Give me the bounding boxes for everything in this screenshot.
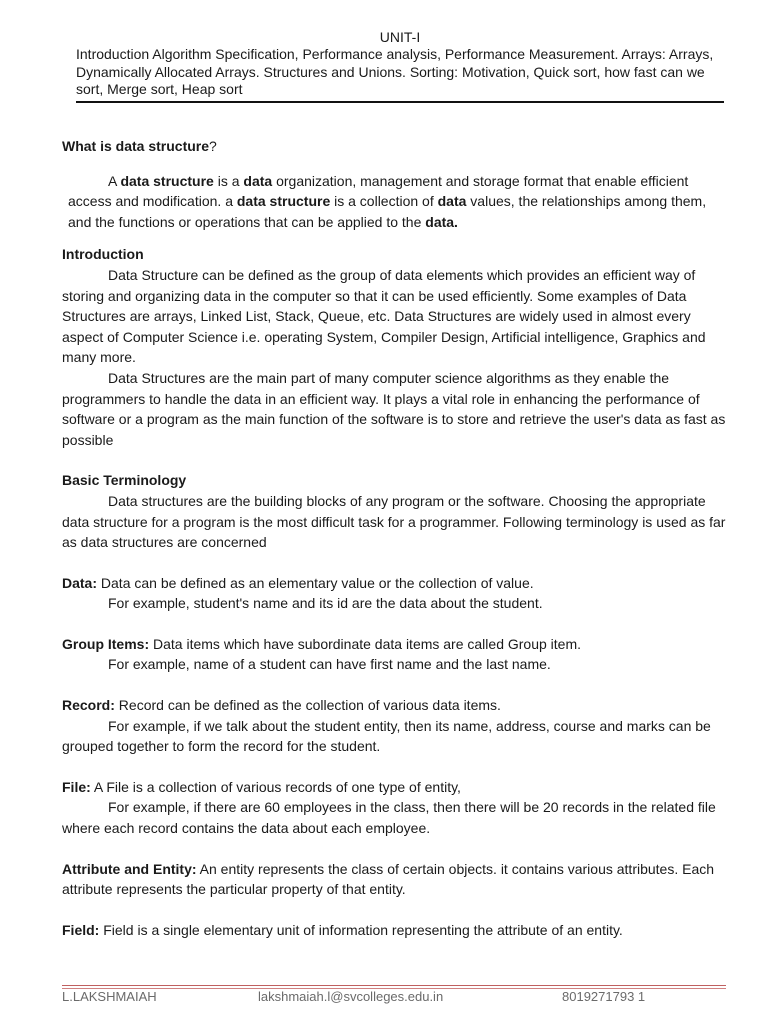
term-data-example: For example, student's name and its id are the data about the student. [108, 595, 543, 612]
terminology-paragraph: Data structures are the building blocks of any program or the software. Choosing the appropriate data structure for a program is the most difficult task for a programmer. Following terminology is used as far as data structures are concerned [62, 492, 726, 551]
terminology-heading: Basic Terminology [62, 472, 187, 489]
footer-email: lakshmaiah.l@svcolleges.edu.in [258, 989, 444, 1004]
question-heading: What is data structure? [62, 138, 217, 154]
term-file-example: For example, if there are 60 employees in the class, then there will be 20 records in the related file where each record contains the data about each employee. [62, 799, 716, 837]
footer-author: L.LAKSHMAIAH [62, 989, 157, 1004]
term-record: Record: Record can be defined as the collection of various data items. [62, 697, 501, 714]
header-divider [76, 101, 724, 103]
term-group-items: Group Items: Data items which have subordinate data items are called Group item. [62, 635, 582, 652]
definition-paragraph: A data structure is a data organization, management and storage format that enable efficient access and modification. a data structure is a collection of data values, the relationships among them, and the functions or operations that can be applied to the data. [68, 172, 707, 230]
term-attribute-entity: Attribute and Entity: An entity represents the class of certain objects. it contains various attributes. Each attribute represents the particular property of that entity. [62, 860, 715, 898]
term-field: Field: Field is a single elementary unit of information representing the attribute of an entity. [62, 921, 623, 938]
introduction-heading: Introduction [62, 246, 144, 263]
page-header [76, 28, 724, 99]
unit-title: UNIT-I [379, 29, 421, 45]
introduction-paragraph-2: Data Structures are the main part of many computer science algorithms as they enable the programmers to handle the data in an efficient way. It plays a vital role in enhancing the performance of software or a program as the main function of the software is to store and retrieve the user's data as fast as possible [62, 369, 726, 448]
document-body [62, 136, 726, 940]
footer-phone-page: 8019271793 1 [562, 989, 646, 1004]
term-file: File: A File is a collection of various records of one type of entity, [62, 778, 461, 795]
term-data: Data: Data can be defined as an elementary value or the collection of value. [62, 574, 534, 591]
term-group-items-example: For example, name of a student can have first name and the last name. [108, 656, 551, 673]
introduction-paragraph-1: Data Structure can be defined as the group of data elements which provides an efficient way of storing and organizing data in the computer so that it can be used efficiently. Some examples of Data Structures are arrays, Linked List, Stack, Queue, etc. Data Structures are widely used in almost every aspect of Computer Science i.e. operating System, Compiler Design, Artificial intelligence, Graphics and many more. [62, 266, 706, 366]
syllabus-text: Introduction Algorithm Specification, Performance analysis, Performance Measurement. Arrays: Arrays, Dynamically Allocated Arrays. Structures and Unions. Sorting: Motivation, Quick sort, how fast can we sort, Merge sort, Heap sort [76, 46, 714, 97]
term-record-example: For example, if we talk about the student entity, then its name, address, course and marks can be grouped together to form the record for the student. [62, 717, 711, 755]
footer-divider [62, 985, 726, 986]
